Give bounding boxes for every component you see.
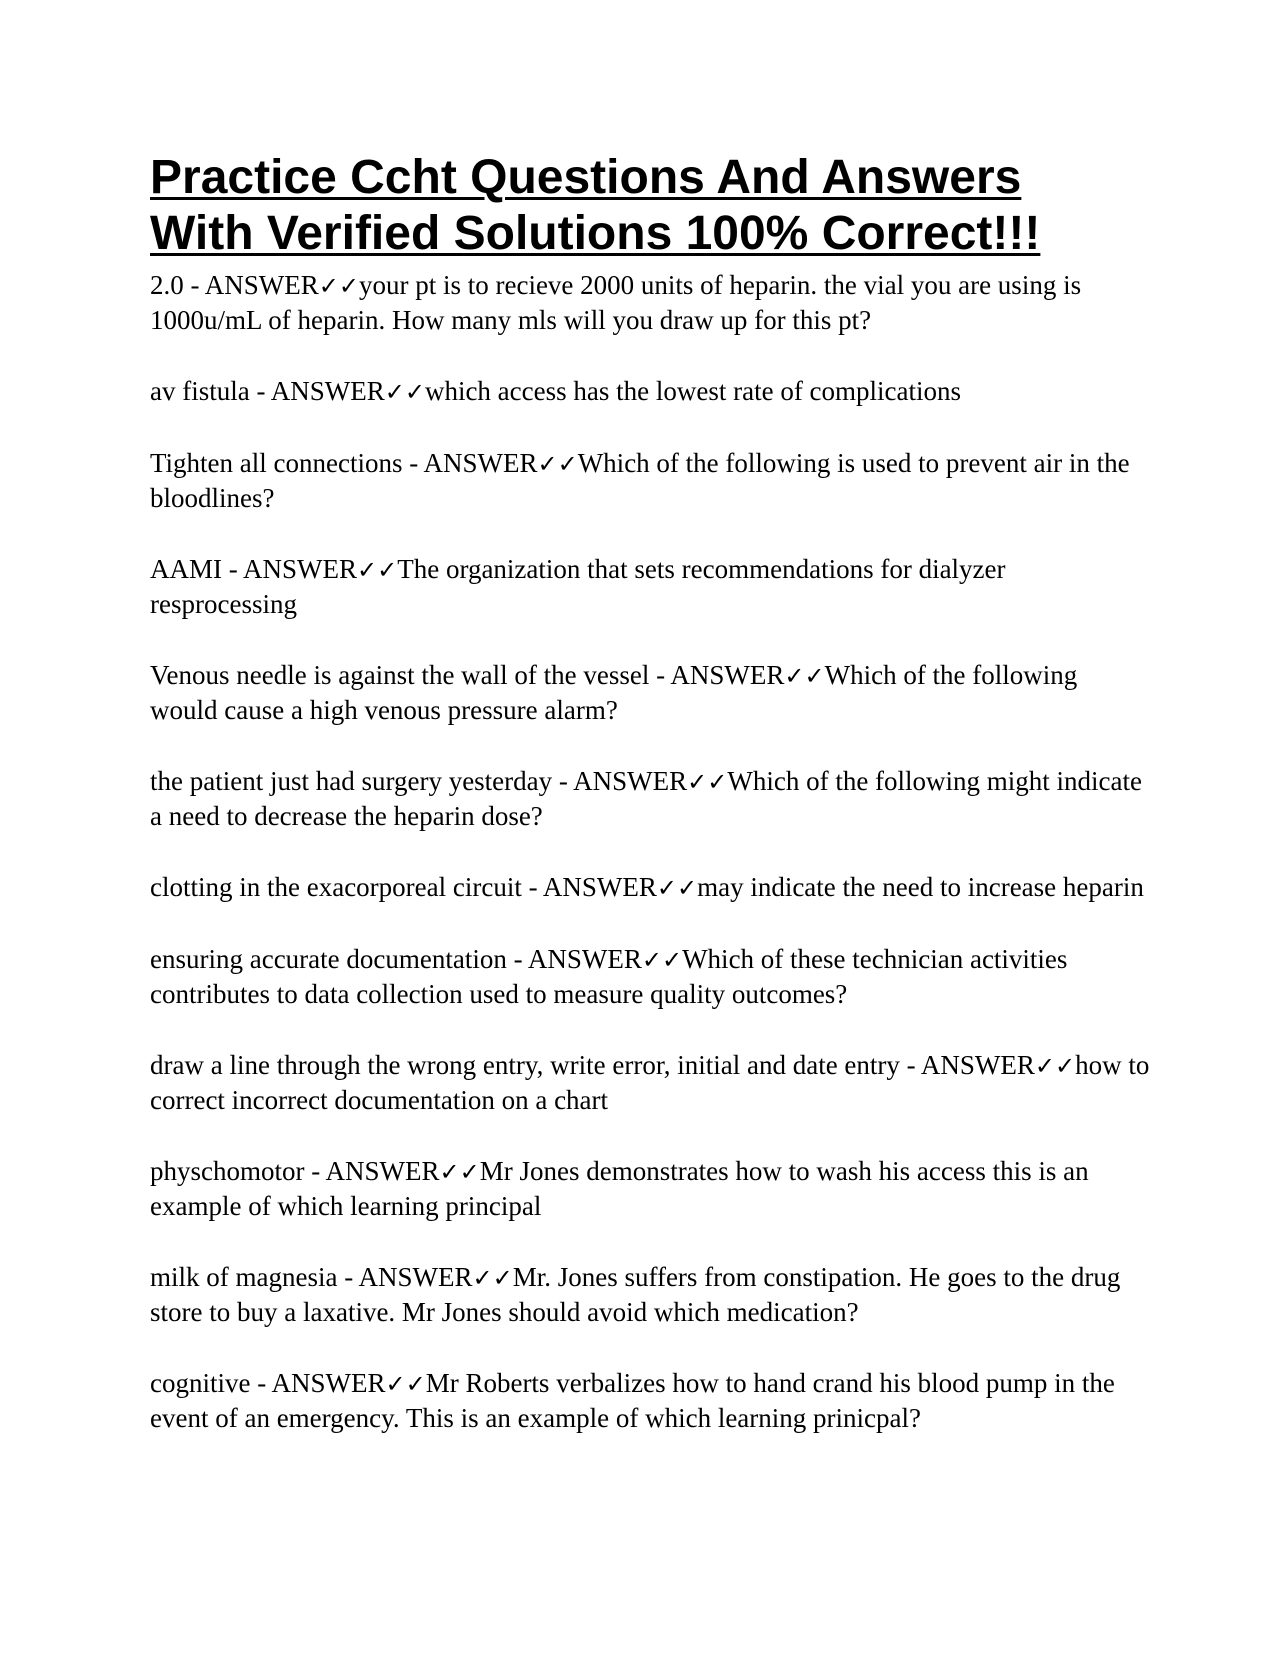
- answer-marker: ANSWER: [358, 1262, 473, 1292]
- answer-text: Venous needle is against the wall of the vessel -: [150, 660, 671, 690]
- question-text: Mr. Jones suffers from constipation. He goes to the drug store to buy a laxative. Mr Jones should avoid which medication?: [150, 1262, 1121, 1327]
- double-check-icon: ✓✓: [439, 1158, 480, 1186]
- answer-text: clotting in the exacorporeal circuit -: [150, 872, 543, 902]
- answer-text: cognitive -: [150, 1368, 272, 1398]
- qa-item: [150, 764, 1150, 833]
- qa-item: [150, 1366, 1150, 1435]
- answer-text: the patient just had surgery yesterday -: [150, 766, 574, 796]
- answer-text: 2.0 -: [150, 270, 205, 300]
- qa-item: [150, 552, 1150, 621]
- question-text: Which of the following would cause a high venous pressure alarm?: [150, 660, 1078, 725]
- answer-marker: ANSWER: [243, 554, 357, 584]
- answer-marker: ANSWER: [527, 944, 642, 974]
- qa-item: [150, 268, 1150, 337]
- answer-text: Tighten all connections -: [150, 448, 424, 478]
- answer-text: AAMI -: [150, 554, 243, 584]
- answer-marker: ANSWER: [204, 270, 319, 300]
- question-text: your pt is to recieve 2000 units of heparin. the vial you are using is 1000u/mL of heparin. How many mls will you draw up for this pt?: [150, 270, 1082, 335]
- qa-item: [150, 658, 1150, 727]
- qa-item: [150, 1154, 1150, 1223]
- document-title: [150, 150, 1150, 262]
- answer-marker: ANSWER: [920, 1050, 1035, 1080]
- double-check-icon: ✓✓: [318, 272, 359, 300]
- answer-marker: ANSWER: [271, 1368, 386, 1398]
- double-check-icon: ✓✓: [537, 450, 578, 478]
- answer-marker: ANSWER: [573, 766, 688, 796]
- double-check-icon: ✓✓: [384, 378, 425, 406]
- question-text: Which of these technician activities contributes to data collection used to measure quality outcomes?: [150, 944, 1068, 1009]
- qa-item: [150, 1260, 1150, 1329]
- question-text: Which of the following might indicate a need to decrease the heparin dose?: [150, 766, 1143, 831]
- double-check-icon: ✓✓: [687, 768, 728, 796]
- question-text: may indicate the need to increase heparin: [697, 872, 1144, 902]
- double-check-icon: ✓✓: [472, 1264, 513, 1292]
- qa-item: [150, 942, 1150, 1011]
- title-line-2: With Verified Solutions 100% Correct!!!: [150, 207, 1041, 260]
- answer-text: draw a line through the wrong entry, write error, initial and date entry -: [150, 1050, 921, 1080]
- double-check-icon: ✓✓: [641, 946, 683, 974]
- title-line-1: Practice Ccht Questions And Answers: [150, 151, 1022, 204]
- answer-text: physchomotor -: [150, 1156, 326, 1186]
- double-check-icon: ✓✓: [784, 662, 825, 690]
- qa-item: [150, 870, 1150, 905]
- answer-marker: ANSWER: [423, 448, 538, 478]
- double-check-icon: ✓✓: [357, 556, 398, 584]
- answer-text: av fistula -: [150, 376, 271, 406]
- qa-item: [150, 1048, 1150, 1117]
- question-text: Mr Roberts verbalizes how to hand crand his blood pump in the event of an emergency. This is an example of which learning prinicpal?: [150, 1368, 1115, 1433]
- double-check-icon: ✓✓: [1034, 1052, 1076, 1080]
- answer-text: milk of magnesia -: [150, 1262, 359, 1292]
- qa-list: [150, 268, 1150, 1435]
- question-text: The organization that sets recommendations for dialyzer resprocessing: [150, 554, 1006, 619]
- question-text: Mr Jones demonstrates how to wash his access this is an example of which learning principal: [150, 1156, 1089, 1221]
- double-check-icon: ✓✓: [656, 874, 698, 902]
- question-text: which access has the lowest rate of complications: [424, 376, 962, 406]
- answer-marker: ANSWER: [270, 376, 385, 406]
- answer-marker: ANSWER: [670, 660, 785, 690]
- question-text: Which of the following is used to prevent air in the bloodlines?: [150, 448, 1130, 513]
- answer-marker: ANSWER: [542, 872, 657, 902]
- answer-marker: ANSWER: [325, 1156, 440, 1186]
- qa-item: [150, 374, 1150, 409]
- qa-item: [150, 446, 1150, 515]
- answer-text: ensuring accurate documentation -: [150, 944, 528, 974]
- question-text: how to correct incorrect documentation on a chart: [150, 1050, 1150, 1115]
- double-check-icon: ✓✓: [385, 1370, 426, 1398]
